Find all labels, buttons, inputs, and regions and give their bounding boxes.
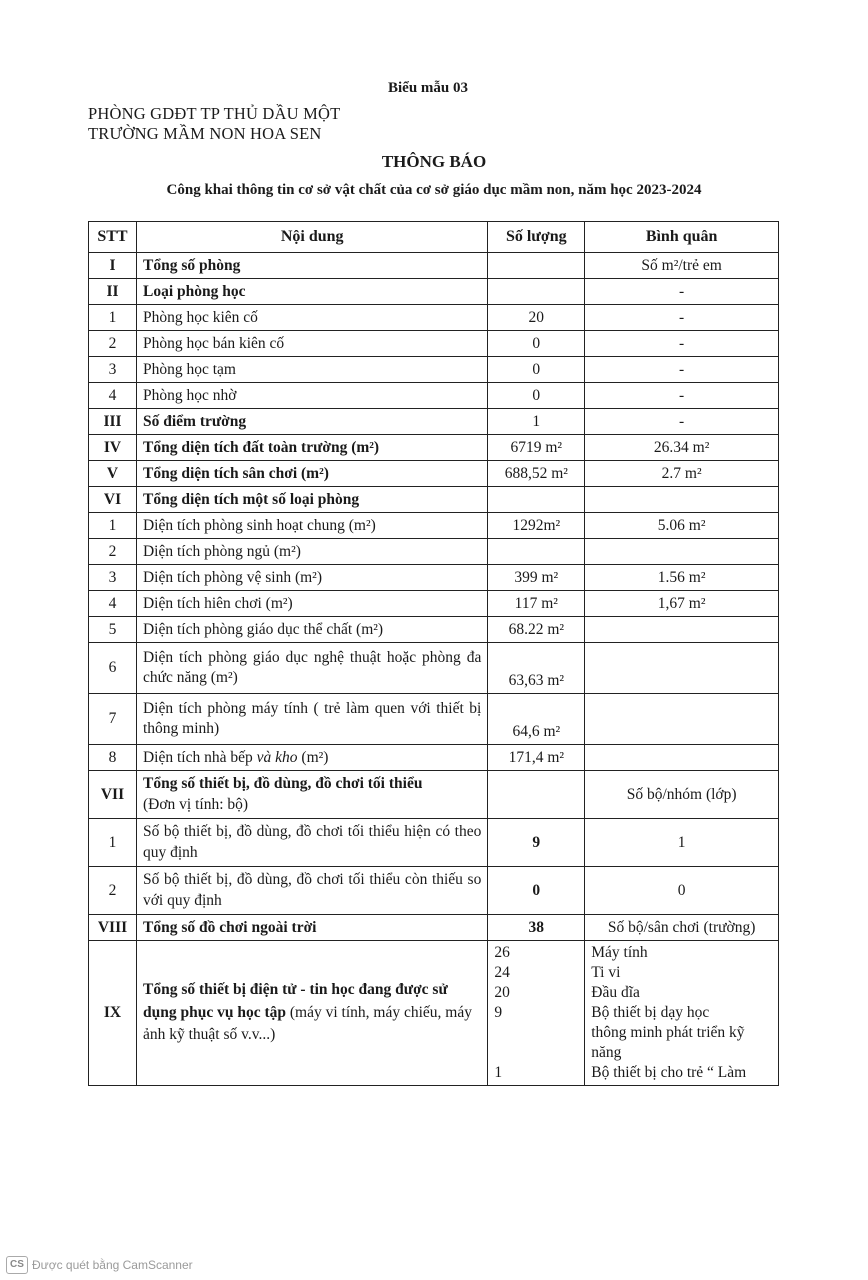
row-stt: I <box>89 253 137 279</box>
row-content: Diện tích phòng máy tính ( trẻ làm quen với thiết bị thông minh) <box>136 694 487 745</box>
average-item: Ti vi <box>591 964 621 981</box>
row-quantity: 171,4 m² <box>488 745 585 771</box>
table-row <box>89 565 779 591</box>
table-row <box>89 357 779 383</box>
average-item: năng <box>591 1044 622 1061</box>
row-stt: 3 <box>89 565 137 591</box>
quantity-item <box>494 1043 578 1063</box>
row-quantity <box>488 771 585 819</box>
row-quantity <box>488 539 585 565</box>
header-average: Bình quân <box>585 222 779 253</box>
average-item: thông minh phát triển kỹ <box>591 1024 745 1041</box>
average-item: Bộ thiết bị cho trẻ “ Làm <box>591 1064 747 1081</box>
document-title: THÔNG BÁO <box>381 152 487 171</box>
row-quantity: 0 <box>488 331 585 357</box>
quantity-item <box>494 1023 578 1043</box>
row-stt: 5 <box>89 617 137 643</box>
content-line: Tổng số thiết bị, đồ dùng, đồ chơi tối thiểu <box>142 774 423 792</box>
row-average: 5.06 m² <box>585 513 779 539</box>
row-quantity: 68.22 m² <box>488 617 585 643</box>
row-quantity: 64,6 m² <box>488 694 585 745</box>
quantity-item: 26 <box>494 944 510 961</box>
row-average: - <box>585 279 779 305</box>
facilities-table <box>88 221 779 1086</box>
row-content: Phòng học bán kiên cố <box>136 331 487 357</box>
row-content: Số bộ thiết bị, đồ dùng, đồ chơi tối thiểu còn thiếu so với quy định <box>136 867 487 915</box>
row-average <box>585 643 779 694</box>
row-quantity: 63,63 m² <box>488 643 585 694</box>
row-average <box>585 745 779 771</box>
row-quantity: 0 <box>488 867 585 915</box>
row-quantity: 0 <box>488 383 585 409</box>
quantity-item: 1 <box>494 1064 503 1081</box>
table-row <box>89 771 779 819</box>
content-normal: (máy vi tính, máy chiếu, máy ảnh kỹ thuật số v.v...) <box>142 1003 472 1044</box>
row-average: - <box>585 305 779 331</box>
table-row <box>89 331 779 357</box>
row-average: - <box>585 409 779 435</box>
row-average: 0 <box>585 867 779 915</box>
row-stt: VII <box>89 771 137 819</box>
average-item: Bộ thiết bị dạy học <box>591 1004 710 1021</box>
quantity-item: 9 <box>494 1004 503 1021</box>
table-row <box>89 941 779 1086</box>
row-quantity <box>488 941 585 1086</box>
row-average: 2.7 m² <box>585 461 779 487</box>
table-row <box>89 643 779 694</box>
row-quantity <box>488 253 585 279</box>
row-content <box>136 941 487 1086</box>
table-row <box>89 513 779 539</box>
table-row <box>89 867 779 915</box>
row-quantity: 20 <box>488 305 585 331</box>
row-content: Diện tích phòng giáo dục nghệ thuật hoặc phòng đa chức năng (m²) <box>136 643 487 694</box>
row-content: Phòng học nhờ <box>136 383 487 409</box>
header-quantity: Số lượng <box>488 222 585 253</box>
header-stt: STT <box>89 222 137 253</box>
row-stt: 1 <box>89 305 137 331</box>
table-row <box>89 591 779 617</box>
table-row <box>89 819 779 867</box>
row-average: 1.56 m² <box>585 565 779 591</box>
row-content: Tổng diện tích đất toàn trường (m²) <box>136 435 487 461</box>
row-average <box>585 539 779 565</box>
row-stt: 1 <box>89 819 137 867</box>
row-stt: III <box>89 409 137 435</box>
row-quantity: 1292m² <box>488 513 585 539</box>
table-row <box>89 279 779 305</box>
table-row <box>89 435 779 461</box>
school-name: TRƯỜNG MẦM NON HOA SEN <box>88 124 322 143</box>
quantity-item: 24 <box>494 964 510 981</box>
row-stt: 3 <box>89 357 137 383</box>
row-average <box>585 617 779 643</box>
table-row <box>89 539 779 565</box>
content-bold: Tổng số thiết bị điện tử - tin học đang được sử dụng phục vụ học tập <box>142 981 448 1021</box>
row-stt: 7 <box>89 694 137 745</box>
content-emphasis: kho <box>275 748 298 766</box>
row-content: Tổng diện tích một số loại phòng <box>136 487 487 513</box>
header-content: Nội dung <box>136 222 487 253</box>
row-content: Phòng học tạm <box>136 357 487 383</box>
content-line: (Đơn vị tính: bộ) <box>142 795 249 813</box>
row-content <box>136 745 487 771</box>
row-stt: 8 <box>89 745 137 771</box>
row-content: Diện tích phòng giáo dục thể chất (m²) <box>136 617 487 643</box>
table-row <box>89 253 779 279</box>
row-average <box>585 487 779 513</box>
row-stt: 2 <box>89 867 137 915</box>
row-content: Loại phòng học <box>136 279 487 305</box>
watermark-text: Được quét bằng CamScanner <box>32 1258 193 1272</box>
row-average: Số bộ/nhóm (lớp) <box>585 771 779 819</box>
form-code: Biểu mẫu 03 <box>388 80 469 96</box>
row-content: Tổng số đồ chơi ngoài trời <box>136 915 487 941</box>
row-content: Diện tích phòng sinh hoạt chung (m²) <box>136 513 487 539</box>
average-item: Máy tính <box>591 944 648 961</box>
row-quantity <box>488 487 585 513</box>
content-text: Diện tích nhà bếp <box>142 748 257 766</box>
row-content: Diện tích phòng vệ sinh (m²) <box>136 565 487 591</box>
row-stt: 1 <box>89 513 137 539</box>
row-content: Số bộ thiết bị, đồ dùng, đồ chơi tối thiểu hiện có theo quy định <box>136 819 487 867</box>
table-row <box>89 409 779 435</box>
row-stt: VIII <box>89 915 137 941</box>
row-quantity: 399 m² <box>488 565 585 591</box>
row-stt: IV <box>89 435 137 461</box>
row-stt: 4 <box>89 591 137 617</box>
row-average: 26.34 m² <box>585 435 779 461</box>
quantity-item: 20 <box>494 984 510 1001</box>
scanner-watermark <box>6 1256 193 1274</box>
row-stt: 2 <box>89 539 137 565</box>
document-subtitle: Công khai thông tin cơ sở vật chất của cơ sở giáo dục mầm non, năm học 2023-2024 <box>166 182 702 198</box>
average-item: Đầu dĩa <box>591 984 640 1001</box>
row-average: Số bộ/sân chơi (trường) <box>585 915 779 941</box>
table-row <box>89 617 779 643</box>
row-average: Số m²/trẻ em <box>585 253 779 279</box>
department-name: PHÒNG GDĐT TP THỦ DẦU MỘT <box>88 104 341 123</box>
table-row <box>89 461 779 487</box>
row-quantity: 117 m² <box>488 591 585 617</box>
row-stt: V <box>89 461 137 487</box>
row-average: - <box>585 331 779 357</box>
row-quantity: 6719 m² <box>488 435 585 461</box>
row-content <box>136 771 487 819</box>
row-quantity: 0 <box>488 357 585 383</box>
table-header-row <box>89 222 779 253</box>
row-content: Tổng diện tích sân chơi (m²) <box>136 461 487 487</box>
row-content: Số điểm trường <box>136 409 487 435</box>
camscanner-icon: CS <box>6 1256 28 1274</box>
row-average <box>585 941 779 1086</box>
row-average: - <box>585 383 779 409</box>
content-emphasis: và <box>256 748 272 766</box>
row-stt: 2 <box>89 331 137 357</box>
row-content: Diện tích hiên chơi (m²) <box>136 591 487 617</box>
table-row <box>89 487 779 513</box>
row-average: - <box>585 357 779 383</box>
row-quantity <box>488 279 585 305</box>
row-quantity: 9 <box>488 819 585 867</box>
row-stt: 6 <box>89 643 137 694</box>
table-row <box>89 383 779 409</box>
content-text: (m²) <box>297 748 329 766</box>
table-row <box>89 694 779 745</box>
row-average <box>585 694 779 745</box>
row-average: 1,67 m² <box>585 591 779 617</box>
row-stt: IX <box>89 941 137 1086</box>
row-content: Tổng số phòng <box>136 253 487 279</box>
row-stt: 4 <box>89 383 137 409</box>
table-row <box>89 745 779 771</box>
row-quantity: 688,52 m² <box>488 461 585 487</box>
row-stt: VI <box>89 487 137 513</box>
row-stt: II <box>89 279 137 305</box>
row-quantity: 38 <box>488 915 585 941</box>
row-average: 1 <box>585 819 779 867</box>
table-row <box>89 305 779 331</box>
row-content: Diện tích phòng ngủ (m²) <box>136 539 487 565</box>
table-row <box>89 915 779 941</box>
row-content: Phòng học kiên cố <box>136 305 487 331</box>
row-quantity: 1 <box>488 409 585 435</box>
